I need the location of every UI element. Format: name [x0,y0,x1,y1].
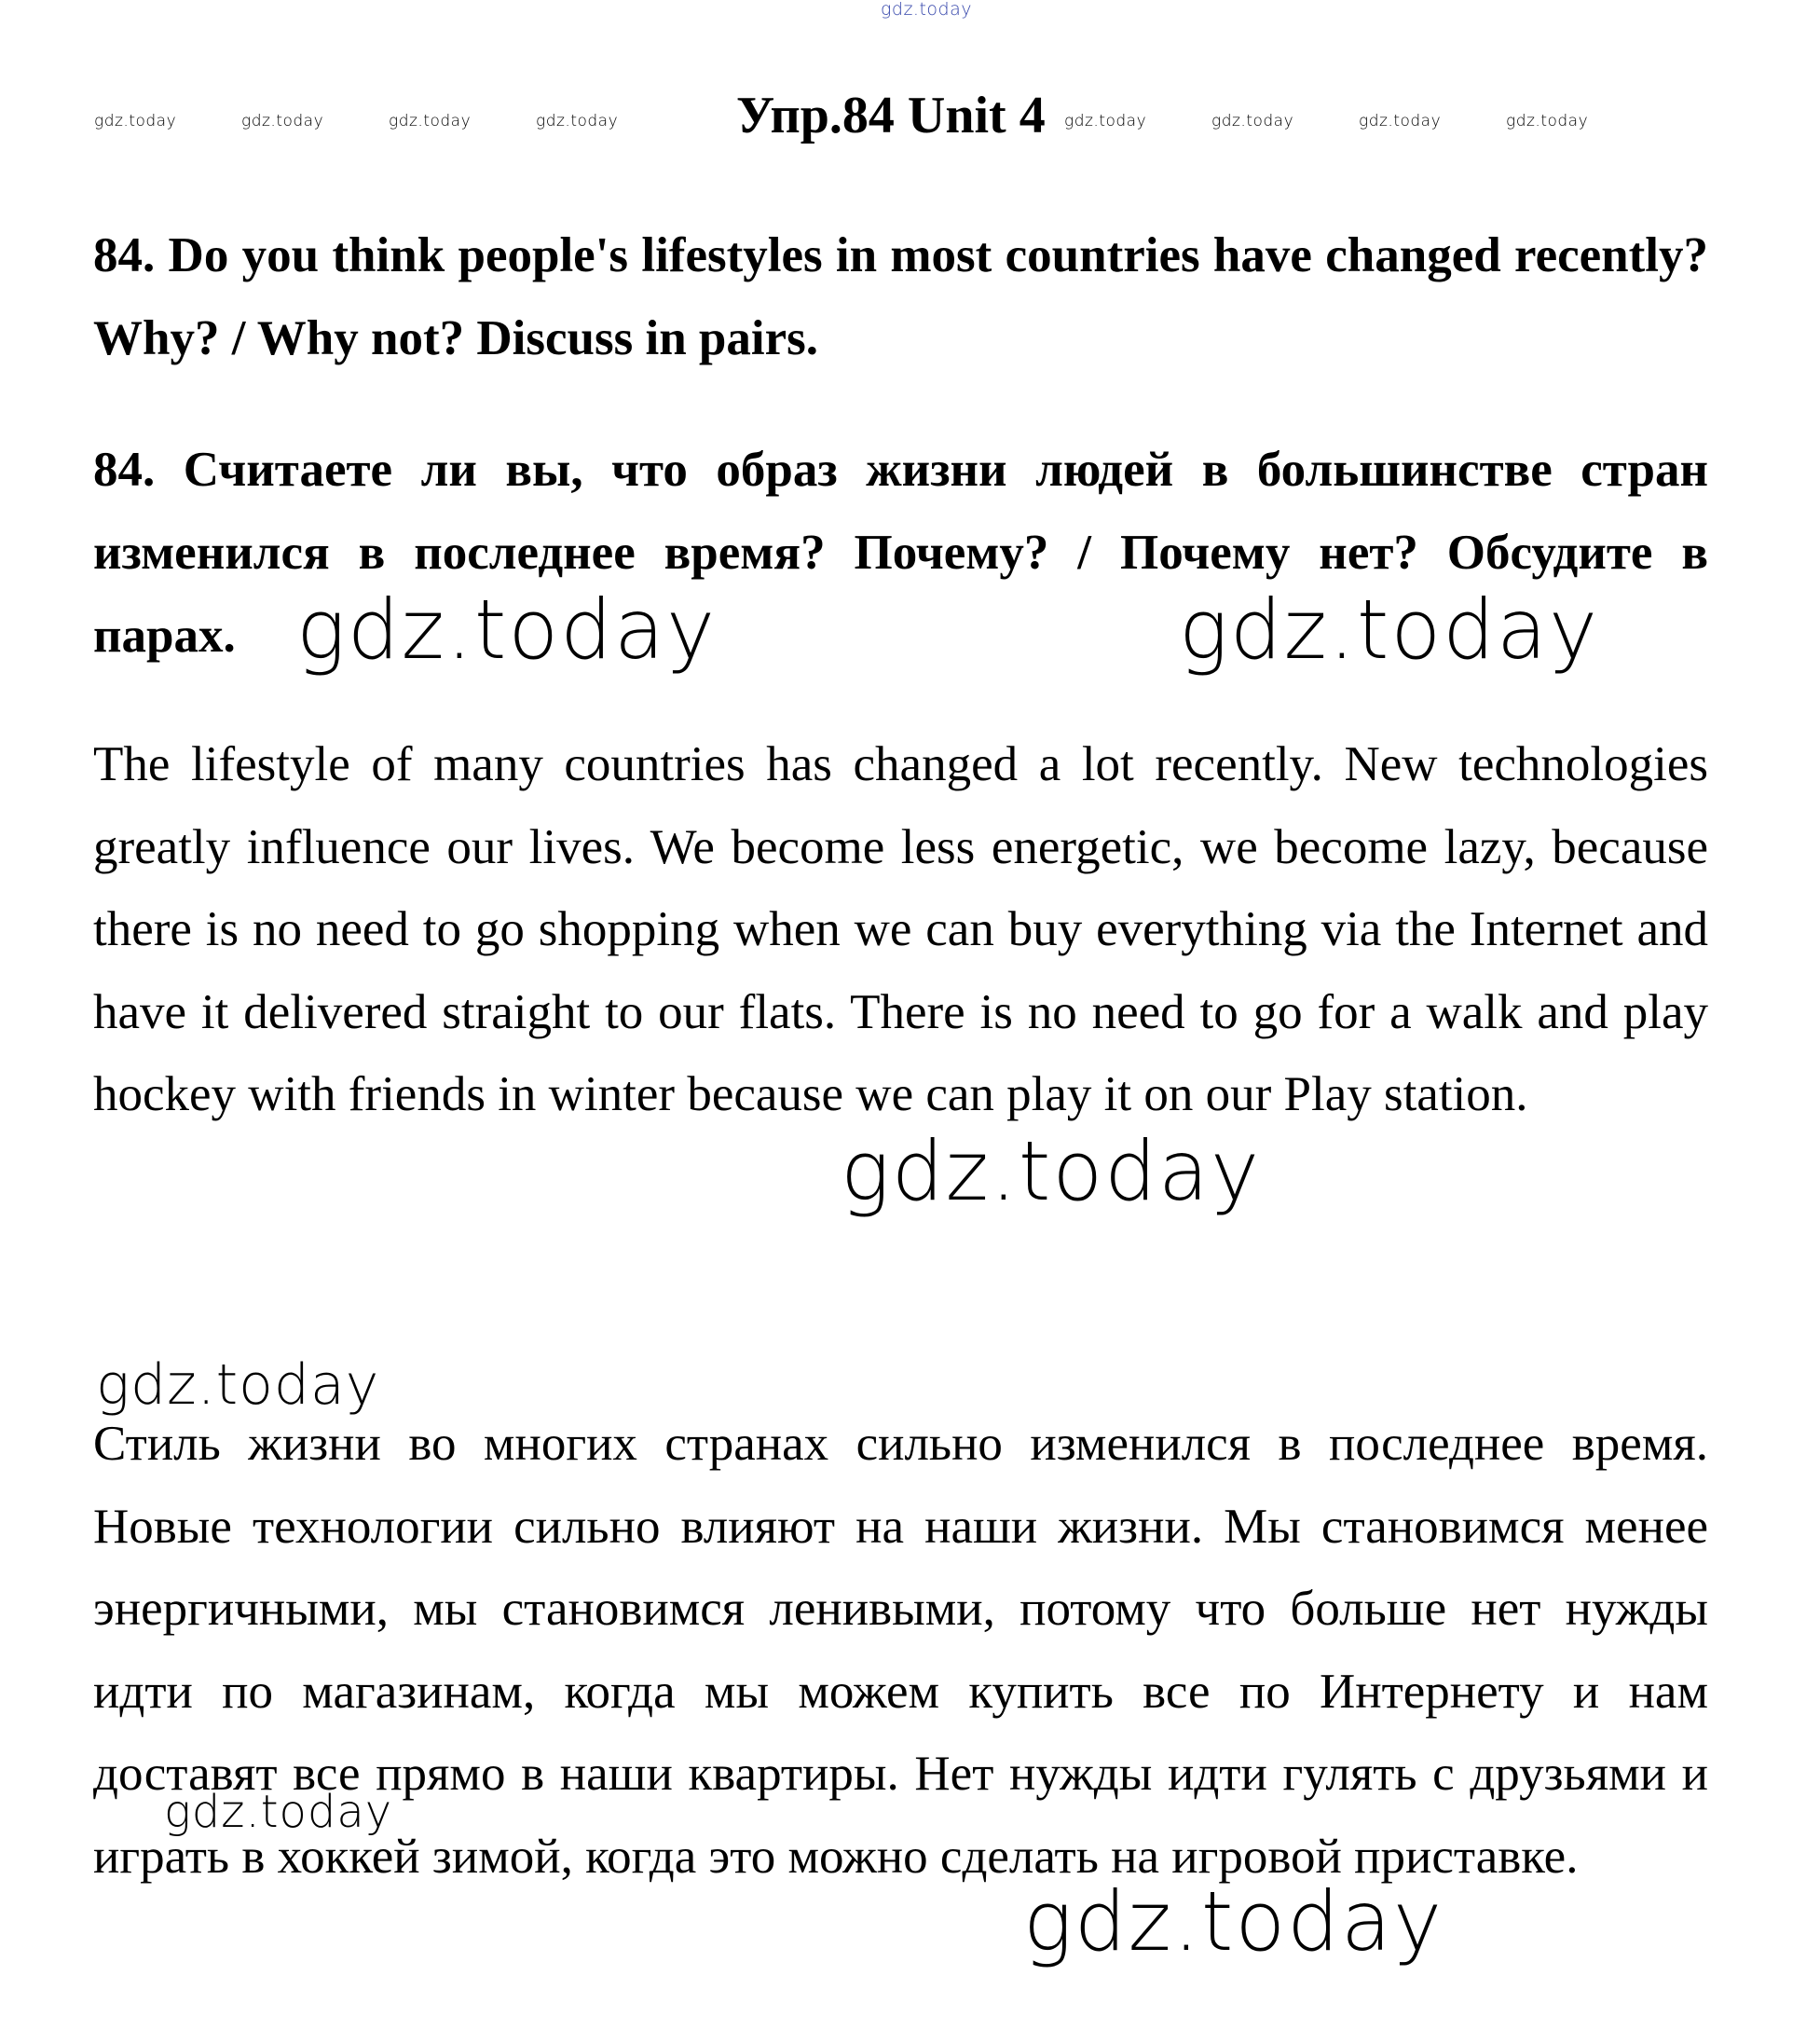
watermark-small-1: gdz.today [94,112,177,130]
watermark-small-3: gdz.today [389,112,472,130]
question-english: 84. Do you think people's lifestyles in most countries have changed recently? Why? / Why not? Discuss in pairs. [93,228,1708,365]
watermark-large-3: gdz.today [841,1123,1262,1219]
watermark-medium-2: gdz.today [164,1786,393,1838]
question-russian: 84. Считаете ли вы, что образ жизни людей в большинстве стран изменился в последнее время? Почему? / Почему нет? Обсудите в парах. [93,443,1708,663]
answer-english: The lifestyle of many countries has changed a lot recently. New technologies greatly influence our lives. We become less energetic, we become lazy, because there is no need to go shopping when we can buy everything via the Internet and have it delivered straight to our flats. There is no need to go for a walk and play hockey with friends in winter because we can play it on our Play station. [93,737,1708,1121]
watermark-medium-1: gdz.today [96,1352,380,1418]
watermark-top: gdz.today [881,0,972,20]
watermark-small-5: gdz.today [1064,112,1147,130]
watermark-large-2: gdz.today [1179,582,1600,678]
page-title: Упр.84 Unit 4 [736,87,1046,144]
watermark-small-6: gdz.today [1211,112,1294,130]
watermark-small-8: gdz.today [1506,112,1589,130]
watermark-small-4: gdz.today [536,112,619,130]
watermark-large-1: gdz.today [296,582,718,678]
answer-russian: Стиль жизни во многих странах сильно изменился в последнее время. Новые технологии сильно влияют на наши жизни. Мы становимся менее энергичными, мы становимся ленивыми, потому что больше нет нужды идти по магазинам, когда мы можем купить все по Интернету и нам доставят все прямо в наши квартиры. Нет нужды идти гулять с друзьями и играть в хоккей зимой, когда это можно сделать на игровой приставке. [93,1417,1708,1884]
watermark-small-2: gdz.today [241,112,324,130]
watermark-large-4: gdz.today [1023,1873,1444,1969]
watermark-small-7: gdz.today [1359,112,1442,130]
